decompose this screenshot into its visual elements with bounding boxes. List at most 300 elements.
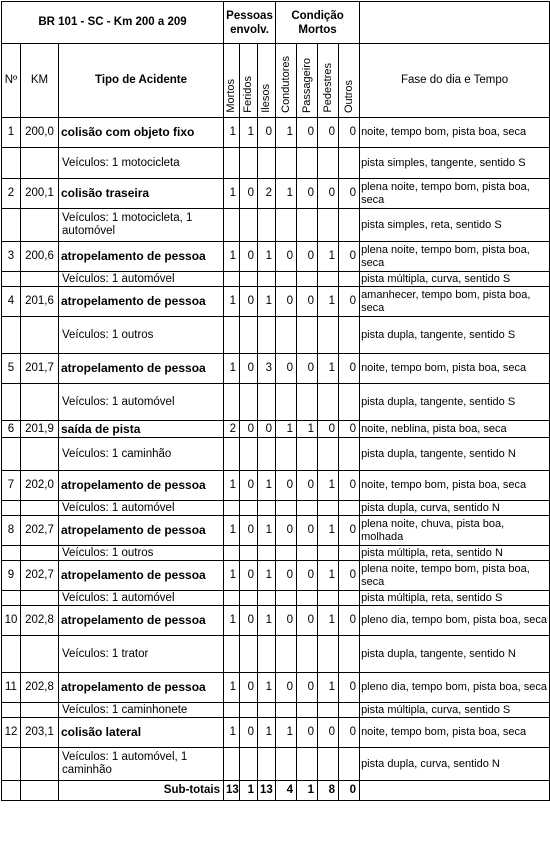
row-ilesos: 2	[258, 179, 276, 209]
subtotal-condutores: 4	[276, 781, 297, 801]
row-blank	[2, 781, 21, 801]
row-outros: 0	[339, 179, 360, 209]
row-blank	[339, 636, 360, 673]
row-blank	[2, 748, 21, 781]
row-blank	[258, 317, 276, 354]
row-km: 201,6	[21, 287, 59, 317]
row-blank	[240, 384, 258, 421]
row-blank	[318, 148, 339, 179]
row-number: 1	[2, 118, 21, 148]
row-blank	[339, 438, 360, 471]
row-blank	[224, 272, 240, 287]
row-blank	[258, 591, 276, 606]
row-blank	[258, 636, 276, 673]
row-mortos: 1	[224, 471, 240, 501]
accident-row	[2, 242, 550, 272]
header-mortos: Mortos	[224, 44, 240, 118]
row-blank	[2, 703, 21, 718]
group-condicao-mortos: Condição Mortos	[276, 2, 360, 44]
header-fase-dia-tempo: Fase do dia e Tempo	[360, 44, 550, 118]
row-blank	[224, 546, 240, 561]
row-pista: pista múltipla, curva, sentido S	[360, 703, 550, 718]
row-blank	[240, 317, 258, 354]
row-blank	[21, 748, 59, 781]
row-pedestres: 1	[318, 561, 339, 591]
row-mortos: 1	[224, 242, 240, 272]
row-feridos: 0	[240, 718, 258, 748]
row-blank	[339, 501, 360, 516]
row-condutores: 0	[276, 471, 297, 501]
row-blank	[276, 384, 297, 421]
row-blank	[318, 703, 339, 718]
row-ilesos: 1	[258, 242, 276, 272]
row-pista: pista dupla, curva, sentido N	[360, 501, 550, 516]
row-blank	[258, 546, 276, 561]
row-km: 201,7	[21, 354, 59, 384]
row-veiculos: Veículos: 1 automóvel	[59, 501, 224, 516]
row-mortos: 1	[224, 118, 240, 148]
row-passageiro: 0	[297, 118, 318, 148]
accident-row	[2, 421, 550, 438]
row-ilesos: 0	[258, 118, 276, 148]
row-blank	[240, 703, 258, 718]
row-number: 2	[2, 179, 21, 209]
row-ilesos: 1	[258, 287, 276, 317]
row-condutores: 0	[276, 673, 297, 703]
row-number: 9	[2, 561, 21, 591]
row-mortos: 1	[224, 179, 240, 209]
vehicle-row	[2, 636, 550, 673]
row-fase-dia-tempo: pleno dia, tempo bom, pista boa, seca	[360, 673, 550, 703]
row-pedestres: 1	[318, 606, 339, 636]
accident-table	[1, 1, 550, 801]
row-condutores: 0	[276, 287, 297, 317]
row-blank	[339, 384, 360, 421]
subtotal-pedestres: 8	[318, 781, 339, 801]
row-km: 202,8	[21, 673, 59, 703]
row-blank	[240, 438, 258, 471]
row-blank	[224, 384, 240, 421]
row-mortos: 1	[224, 287, 240, 317]
row-blank	[297, 384, 318, 421]
row-km: 201,9	[21, 421, 59, 438]
row-blank	[21, 591, 59, 606]
vehicle-row	[2, 209, 550, 242]
row-blank	[21, 148, 59, 179]
row-blank	[339, 748, 360, 781]
accident-row	[2, 561, 550, 591]
row-blank	[2, 384, 21, 421]
row-outros: 0	[339, 242, 360, 272]
row-ilesos: 1	[258, 561, 276, 591]
row-tipo-acidente: atropelamento de pessoa	[59, 287, 224, 317]
row-blank	[224, 148, 240, 179]
row-feridos: 1	[240, 118, 258, 148]
row-blank	[297, 317, 318, 354]
row-pedestres: 0	[318, 118, 339, 148]
row-feridos: 0	[240, 242, 258, 272]
row-number: 7	[2, 471, 21, 501]
row-blank	[276, 591, 297, 606]
row-outros: 0	[339, 673, 360, 703]
accident-row	[2, 718, 550, 748]
vehicle-row	[2, 546, 550, 561]
row-condutores: 0	[276, 561, 297, 591]
row-blank	[240, 272, 258, 287]
row-pedestres: 1	[318, 242, 339, 272]
row-ilesos: 1	[258, 516, 276, 546]
row-number: 3	[2, 242, 21, 272]
row-blank	[21, 209, 59, 242]
header-columns-row	[2, 44, 550, 118]
row-blank	[276, 636, 297, 673]
row-blank	[276, 209, 297, 242]
row-blank	[224, 748, 240, 781]
header-outros: Outros	[339, 44, 360, 118]
row-tipo-acidente: colisão traseira	[59, 179, 224, 209]
vehicle-row	[2, 272, 550, 287]
row-blank	[240, 546, 258, 561]
row-tipo-acidente: atropelamento de pessoa	[59, 673, 224, 703]
row-pedestres: 1	[318, 354, 339, 384]
row-veiculos: Veículos: 1 caminhonete	[59, 703, 224, 718]
row-blank	[224, 209, 240, 242]
accident-row	[2, 287, 550, 317]
row-fase-dia-tempo: amanhecer, tempo bom, pista boa, seca	[360, 287, 550, 317]
row-condutores: 1	[276, 718, 297, 748]
row-blank	[276, 703, 297, 718]
row-blank	[297, 272, 318, 287]
header-feridos: Feridos	[240, 44, 258, 118]
row-blank	[21, 384, 59, 421]
row-pedestres: 1	[318, 673, 339, 703]
row-blank	[318, 272, 339, 287]
row-blank	[318, 636, 339, 673]
row-blank	[258, 438, 276, 471]
row-blank	[21, 317, 59, 354]
row-blank	[21, 501, 59, 516]
row-feridos: 0	[240, 421, 258, 438]
row-passageiro: 0	[297, 718, 318, 748]
row-passageiro: 0	[297, 471, 318, 501]
row-tipo-acidente: atropelamento de pessoa	[59, 471, 224, 501]
row-blank	[339, 591, 360, 606]
row-ilesos: 1	[258, 718, 276, 748]
accident-row	[2, 516, 550, 546]
row-feridos: 0	[240, 561, 258, 591]
row-blank	[2, 148, 21, 179]
row-passageiro: 1	[297, 421, 318, 438]
row-tipo-acidente: atropelamento de pessoa	[59, 561, 224, 591]
group-pessoas-envolvidas: Pessoas envolv.	[224, 2, 276, 44]
row-blank	[258, 384, 276, 421]
row-veiculos: Veículos: 1 motocicleta	[59, 148, 224, 179]
row-fase-dia-tempo: plena noite, tempo bom, pista boa, seca	[360, 179, 550, 209]
row-blank	[276, 748, 297, 781]
row-condutores: 0	[276, 354, 297, 384]
row-pista: pista dupla, tangente, sentido N	[360, 438, 550, 471]
row-blank	[297, 546, 318, 561]
row-fase-dia-tempo: noite, tempo bom, pista boa, seca	[360, 118, 550, 148]
row-number: 4	[2, 287, 21, 317]
vehicle-row	[2, 384, 550, 421]
row-pista: pista simples, tangente, sentido S	[360, 148, 550, 179]
row-blank	[2, 317, 21, 354]
row-km: 202,7	[21, 516, 59, 546]
row-blank	[339, 703, 360, 718]
row-outros: 0	[339, 287, 360, 317]
row-blank	[339, 209, 360, 242]
row-condutores: 0	[276, 516, 297, 546]
row-km: 200,1	[21, 179, 59, 209]
row-tipo-acidente: atropelamento de pessoa	[59, 242, 224, 272]
row-blank	[258, 148, 276, 179]
row-outros: 0	[339, 516, 360, 546]
row-ilesos: 3	[258, 354, 276, 384]
subtotal-passageiro: 1	[297, 781, 318, 801]
row-blank	[240, 209, 258, 242]
row-outros: 0	[339, 561, 360, 591]
vehicle-row	[2, 748, 550, 781]
row-feridos: 0	[240, 673, 258, 703]
header-condutores: Condutores	[276, 44, 297, 118]
subtotal-label: Sub-totais	[59, 781, 224, 801]
row-blank	[2, 636, 21, 673]
row-blank	[297, 591, 318, 606]
row-number: 8	[2, 516, 21, 546]
vehicle-row	[2, 501, 550, 516]
row-pista: pista dupla, tangente, sentido S	[360, 384, 550, 421]
row-tipo-acidente: atropelamento de pessoa	[59, 354, 224, 384]
row-mortos: 1	[224, 516, 240, 546]
row-veiculos: Veículos: 1 automóvel, 1 caminhão	[59, 748, 224, 781]
row-blank	[297, 501, 318, 516]
row-blank	[339, 546, 360, 561]
row-blank	[258, 501, 276, 516]
row-blank	[21, 636, 59, 673]
row-blank	[297, 148, 318, 179]
row-blank	[224, 438, 240, 471]
row-tipo-acidente: saída de pista	[59, 421, 224, 438]
accident-row	[2, 118, 550, 148]
row-condutores: 1	[276, 421, 297, 438]
row-pista: pista simples, reta, sentido S	[360, 209, 550, 242]
row-condutores: 0	[276, 606, 297, 636]
subtotal-mortos: 13	[224, 781, 240, 801]
row-tipo-acidente: atropelamento de pessoa	[59, 516, 224, 546]
row-blank	[339, 317, 360, 354]
row-passageiro: 0	[297, 516, 318, 546]
row-veiculos: Veículos: 1 outros	[59, 317, 224, 354]
row-blank	[276, 546, 297, 561]
row-blank	[276, 148, 297, 179]
row-blank	[240, 748, 258, 781]
row-blank	[2, 546, 21, 561]
row-fase-dia-tempo: noite, tempo bom, pista boa, seca	[360, 354, 550, 384]
row-passageiro: 0	[297, 561, 318, 591]
row-blank	[276, 501, 297, 516]
header-tipo-acidente: Tipo de Acidente	[59, 44, 224, 118]
row-number: 11	[2, 673, 21, 703]
row-feridos: 0	[240, 606, 258, 636]
row-blank	[258, 748, 276, 781]
row-blank	[21, 272, 59, 287]
row-blank	[360, 781, 550, 801]
row-tipo-acidente: colisão com objeto fixo	[59, 118, 224, 148]
row-veiculos: Veículos: 1 caminhão	[59, 438, 224, 471]
row-blank	[297, 636, 318, 673]
row-ilesos: 1	[258, 606, 276, 636]
accident-row	[2, 471, 550, 501]
row-pedestres: 0	[318, 179, 339, 209]
row-blank	[276, 317, 297, 354]
row-blank	[240, 148, 258, 179]
subtotal-feridos: 1	[240, 781, 258, 801]
row-veiculos: Veículos: 1 trator	[59, 636, 224, 673]
row-passageiro: 0	[297, 673, 318, 703]
row-mortos: 1	[224, 718, 240, 748]
row-passageiro: 0	[297, 179, 318, 209]
header-ilesos: Ilesos	[258, 44, 276, 118]
header-km: KM	[21, 44, 59, 118]
row-blank	[318, 546, 339, 561]
row-outros: 0	[339, 354, 360, 384]
row-blank	[258, 703, 276, 718]
row-pista: pista múltipla, curva, sentido S	[360, 272, 550, 287]
row-blank	[318, 317, 339, 354]
accident-row	[2, 673, 550, 703]
row-km: 200,0	[21, 118, 59, 148]
row-passageiro: 0	[297, 287, 318, 317]
row-blank	[297, 438, 318, 471]
row-blank	[2, 438, 21, 471]
accident-row	[2, 179, 550, 209]
subtotal-outros: 0	[339, 781, 360, 801]
row-outros: 0	[339, 471, 360, 501]
row-fase-dia-tempo: plena noite, tempo bom, pista boa, seca	[360, 242, 550, 272]
row-blank	[258, 272, 276, 287]
row-pedestres: 0	[318, 421, 339, 438]
row-blank	[224, 636, 240, 673]
row-blank	[2, 501, 21, 516]
row-blank	[2, 591, 21, 606]
row-blank	[2, 209, 21, 242]
row-veiculos: Veículos: 1 automóvel	[59, 591, 224, 606]
row-ilesos: 0	[258, 421, 276, 438]
row-pista: pista dupla, curva, sentido N	[360, 748, 550, 781]
row-fase-dia-tempo: plena noite, chuva, pista boa, molhada	[360, 516, 550, 546]
row-mortos: 1	[224, 561, 240, 591]
row-number: 6	[2, 421, 21, 438]
row-blank	[318, 209, 339, 242]
row-blank	[21, 438, 59, 471]
row-pista: pista múltipla, reta, sentido S	[360, 591, 550, 606]
row-pista: pista dupla, tangente, sentido S	[360, 317, 550, 354]
row-feridos: 0	[240, 179, 258, 209]
row-mortos: 1	[224, 354, 240, 384]
row-blank	[318, 748, 339, 781]
row-outros: 0	[339, 718, 360, 748]
row-condutores: 1	[276, 118, 297, 148]
row-blank	[224, 703, 240, 718]
row-mortos: 1	[224, 673, 240, 703]
row-blank	[21, 703, 59, 718]
row-condutores: 1	[276, 179, 297, 209]
header-num: Nº	[2, 44, 21, 118]
vehicle-row	[2, 438, 550, 471]
row-blank	[224, 317, 240, 354]
row-blank	[339, 272, 360, 287]
row-blank	[339, 148, 360, 179]
row-blank	[276, 272, 297, 287]
row-blank	[2, 272, 21, 287]
row-blank	[240, 501, 258, 516]
row-veiculos: Veículos: 1 outros	[59, 546, 224, 561]
header-passageiro: Passageiro	[297, 44, 318, 118]
row-pista: pista múltipla, reta, sentido N	[360, 546, 550, 561]
row-passageiro: 0	[297, 606, 318, 636]
row-feridos: 0	[240, 287, 258, 317]
row-blank	[224, 501, 240, 516]
row-passageiro: 0	[297, 354, 318, 384]
row-km: 202,0	[21, 471, 59, 501]
row-blank	[297, 703, 318, 718]
row-blank	[318, 438, 339, 471]
subtotal-row	[2, 781, 550, 801]
accident-row	[2, 606, 550, 636]
row-blank	[297, 209, 318, 242]
row-veiculos: Veículos: 1 automóvel	[59, 272, 224, 287]
row-outros: 0	[339, 118, 360, 148]
row-pedestres: 1	[318, 471, 339, 501]
row-mortos: 1	[224, 606, 240, 636]
row-blank	[240, 636, 258, 673]
row-blank	[21, 546, 59, 561]
row-km: 200,6	[21, 242, 59, 272]
row-blank	[276, 438, 297, 471]
subtotal-ilesos: 13	[258, 781, 276, 801]
row-km: 202,7	[21, 561, 59, 591]
row-veiculos: Veículos: 1 automóvel	[59, 384, 224, 421]
row-fase-dia-tempo: noite, tempo bom, pista boa, seca	[360, 718, 550, 748]
row-blank	[318, 591, 339, 606]
row-fase-dia-tempo: plena noite, tempo bom, pista boa, seca	[360, 561, 550, 591]
row-pedestres: 1	[318, 516, 339, 546]
row-pedestres: 1	[318, 287, 339, 317]
row-number: 5	[2, 354, 21, 384]
row-fase-dia-tempo: pleno dia, tempo bom, pista boa, seca	[360, 606, 550, 636]
header-group-row	[2, 2, 550, 44]
row-mortos: 2	[224, 421, 240, 438]
vehicle-row	[2, 148, 550, 179]
row-number: 12	[2, 718, 21, 748]
row-km: 202,8	[21, 606, 59, 636]
row-outros: 0	[339, 421, 360, 438]
table-title: BR 101 - SC - Km 200 a 209	[2, 2, 224, 44]
vehicle-row	[2, 703, 550, 718]
header-pedestres: Pedestres	[318, 44, 339, 118]
row-veiculos: Veículos: 1 motocicleta, 1 automóvel	[59, 209, 224, 242]
row-feridos: 0	[240, 354, 258, 384]
row-tipo-acidente: colisão lateral	[59, 718, 224, 748]
row-km: 203,1	[21, 718, 59, 748]
row-ilesos: 1	[258, 673, 276, 703]
row-blank	[258, 209, 276, 242]
row-blank	[318, 384, 339, 421]
row-outros: 0	[339, 606, 360, 636]
header-blank	[360, 2, 550, 44]
vehicle-row	[2, 591, 550, 606]
